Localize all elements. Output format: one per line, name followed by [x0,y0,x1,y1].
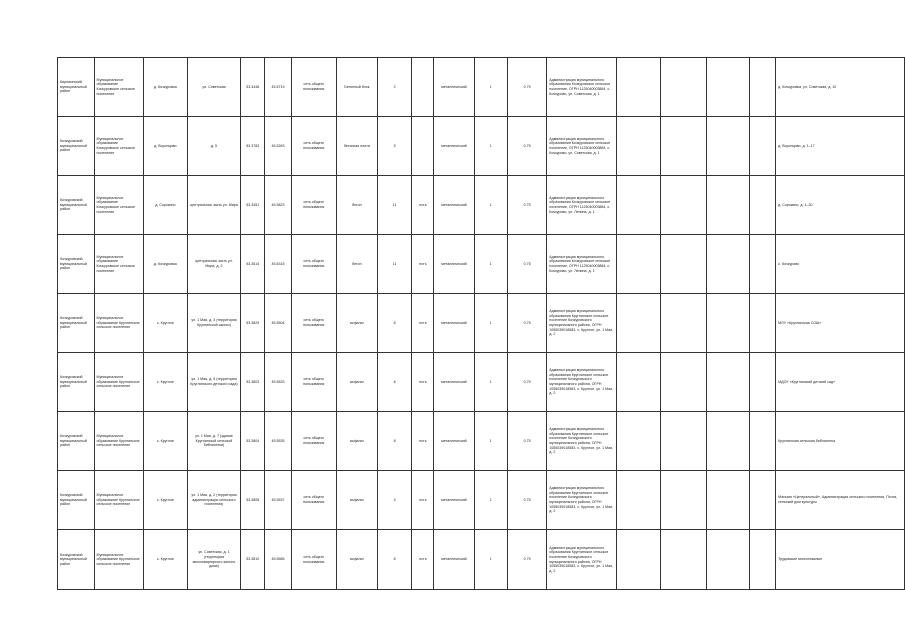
table-cell: Муниципальное образование Кочкуровское сельское поселение [94,58,143,117]
table-cell: 53.3448 [241,58,265,117]
table-cell [616,530,660,590]
table-cell: 53.3829 [241,294,265,353]
table-cell [616,117,660,176]
table-cell: с. Круглое [143,294,187,353]
table-cell: Кочкуровский муниципальный район [58,294,95,353]
table-cell: 45.6315 [265,235,291,294]
table-cell: ул. 1 Мая, д. 2 (территория администрации сельского поселения) [187,471,240,530]
table-cell [706,117,749,176]
table-cell: Кочкуровский муниципальный район [58,412,95,471]
table-cell: металлический [434,58,474,117]
table-cell: 1 [474,117,507,176]
table-cell [660,471,706,530]
table-cell: центральная часть ул. Мира, д. 2 [187,235,240,294]
table-cell: металлический [434,235,474,294]
table-cell: 53.3804 [241,412,265,471]
table-cell: 1 [474,412,507,471]
table-cell: с. Круглое [143,412,187,471]
table-cell [706,235,749,294]
table-cell: металлический [434,530,474,590]
table-cell: металлический [434,117,474,176]
registry-table [57,57,905,590]
table-cell: 45.5535 [265,412,291,471]
table-cell: 8 [377,353,412,412]
table-cell: 45.5719 [265,58,291,117]
table-cell: есть [412,353,434,412]
table-row [58,58,905,117]
table-cell [750,235,776,294]
table-cell: Администрация муниципального образования Круглинское сельское поселение Кочкуровского муниципального района, ОГРН 1055039018583, с. Круглое, ул. 1 Мая, д. 2 [547,353,616,412]
table-cell: Магазин «Центральный», Администрация сельского поселения, Почта, сельский дом культуры [776,471,905,530]
table-cell [660,294,706,353]
table-cell: сеть общего пользования [291,117,336,176]
table-cell: есть [412,412,434,471]
table-cell: Бетонный блок [336,58,377,117]
table-cell: Администрация муниципального образования Круглинское сельское поселение Кочкуровского муниципального района, ОГРН 1055039018583, с. Круглое, ул. 1 Мая, д. 2 [547,530,616,590]
table-cell: Кочкуровский муниципальный район [58,176,95,235]
table-cell: ул. Советская [187,58,240,117]
table-cell [660,530,706,590]
table-cell: Кочкуровский муниципальный район [58,117,95,176]
table-cell: Администрация муниципального образования Круглинское сельское поселение Кочкуровского муниципального района, ОГРН 1055039018583, с. Круглое, ул. 1 Мая, д. 2 [547,471,616,530]
table-cell: 0.75 [507,117,546,176]
table-cell: МДОУ «Круглинский детский сад» [776,353,905,412]
table-cell: Муниципальное образование Кочкуровское сельское поселение [94,176,143,235]
table-cell: Кочкуровский муниципальный район [58,353,95,412]
table-cell: 45.5504 [265,294,291,353]
table-cell: Муниципальное образование Круглинское сельское поселение [94,294,143,353]
table-cell: с. Круглое [143,530,187,590]
table-row [58,117,905,176]
table-cell: 11 [377,235,412,294]
table-cell: д. Воронцово [143,117,187,176]
table-cell [616,176,660,235]
table-cell: металлический [434,471,474,530]
table-cell [750,471,776,530]
table-cell: 0.75 [507,176,546,235]
table-cell: 53.3808 [241,471,265,530]
table-cell: металлический [434,412,474,471]
table-cell: д. Кочкуровка [143,235,187,294]
table-cell: есть [412,176,434,235]
table-cell: асфальт [336,294,377,353]
table-cell: ул. 1 Мая, д. 5 (территория Круглинского детского сада) [187,353,240,412]
table-cell: Кирюхинский муниципальный район [58,58,95,117]
table-cell [706,530,749,590]
table-cell: Администрация муниципального образования Кочкуровское сельское поселение, ОГРН 1125040003884, с. Кочкурово, ул. Советская, д. 1 [547,117,616,176]
table-row [58,530,905,590]
table-cell: Трудовские многоэтажные [776,530,905,590]
table-cell [660,117,706,176]
table-cell [660,58,706,117]
table-cell: сеть общего пользования [291,176,336,235]
table-cell: бетон [336,176,377,235]
table-cell: 45.5263 [265,117,291,176]
table-cell: есть [412,471,434,530]
table-cell: 0.75 [507,471,546,530]
table-cell [750,294,776,353]
table-row [58,412,905,471]
table-cell: сеть общего пользования [291,294,336,353]
table-cell: 0.75 [507,353,546,412]
table-cell [706,294,749,353]
table-row [58,235,905,294]
table-cell: 53.3802 [241,353,265,412]
table-cell: сеть общего пользования [291,353,336,412]
table-cell: 8 [377,294,412,353]
table-cell: 0.75 [507,294,546,353]
table-cell: Круглинская сельская библиотека [776,412,905,471]
table-cell: ул. Советская, д. 1 (территория многоквартирного жилого дома) [187,530,240,590]
table-cell: 53.3451 [241,176,265,235]
table-cell: 4 [377,471,412,530]
table-cell [660,235,706,294]
table-cell [660,412,706,471]
table-cell: ул. 1 Мая, д. 3 (территория Круглинской школы) [187,294,240,353]
table-cell: 2 [377,58,412,117]
table-cell: Кочкуровский муниципальный район [58,235,95,294]
table-row [58,471,905,530]
table-cell: с. Круглое [143,353,187,412]
table-cell: Администрация муниципального образования Кочкуровское сельское поселение, ОГРН 1125040003884, с. Кочкурово, ул. Ленина, д. 1 [547,235,616,294]
table-cell: МОУ «Круглинская СОШ» [776,294,905,353]
table-cell: центральная часть ул. Мира [187,176,240,235]
table-cell [750,176,776,235]
table-cell [706,176,749,235]
table-cell [616,412,660,471]
table-cell: Муниципальное образование Круглинское сельское поселение [94,471,143,530]
table-cell: 53.3783 [241,117,265,176]
table-cell: Кочкуровский муниципальный район [58,530,95,590]
table-cell: Кочкуровский муниципальный район [58,471,95,530]
table-cell: есть [412,294,434,353]
table-cell: Администрация муниципального образования Круглинское сельское поселение Кочкуровского муниципального района, ОГРН 1055039018583, с. Круглое, ул. 1 Мая, д. 2 [547,294,616,353]
table-cell [412,58,434,117]
table-cell: 53.3810 [241,530,265,590]
table-cell: сеть общего пользования [291,412,336,471]
table-cell: 8 [377,412,412,471]
table-cell: сеть общего пользования [291,235,336,294]
table-cell: Администрация муниципального образования Круглинское сельское поселение Кочкуровского муниципального района, ОГРН 1055039018583, с. Круглое, ул. 1 Мая, д. 2 [547,412,616,471]
table-cell [750,58,776,117]
table-cell: д. Кочкуровка [143,58,187,117]
table-cell: сеть общего пользования [291,58,336,117]
table-cell: асфальт [336,353,377,412]
table-cell [412,117,434,176]
table-cell: металлический [434,353,474,412]
table-cell: 0.75 [507,412,546,471]
table-cell: 0.75 [507,58,546,117]
table-cell: есть [412,530,434,590]
table-cell [750,353,776,412]
table-cell: Муниципальное образование Круглинское сельское поселение [94,353,143,412]
table-cell [616,471,660,530]
table-cell [750,530,776,590]
table-row [58,353,905,412]
table-cell: д. Сорокино [143,176,187,235]
table-cell: 5 [377,117,412,176]
table-cell: 53.3614 [241,235,265,294]
table-cell [660,353,706,412]
table-cell [750,117,776,176]
table-cell: д. Воронцово, д. 1–17 [776,117,905,176]
table-cell: Администрация муниципального образования Кочкуровское сельское поселение, ОГРН 1125040003884, с. Кочкурово, ул. Советская, д. 1 [547,58,616,117]
table-cell: 45.5537 [265,471,291,530]
table-cell: 1 [474,294,507,353]
table-cell [706,412,749,471]
table-cell: д. Кочкуровка, ул. Советская, д. 10 [776,58,905,117]
table-cell: бетон [336,235,377,294]
table-cell [616,294,660,353]
table-row [58,176,905,235]
table-cell [616,353,660,412]
table-cell: 0.75 [507,235,546,294]
table-cell: 45.5823 [265,176,291,235]
table-cell [750,412,776,471]
table-cell: металлический [434,294,474,353]
table-cell [706,58,749,117]
table-cell: 8 [377,530,412,590]
table-cell: есть [412,235,434,294]
table-cell [616,58,660,117]
table-cell: Муниципальное образование Круглинское сельское поселение [94,412,143,471]
table-cell: ул. 1 Мая, д. 7 (здание Круглинской сельской библиотеки) [187,412,240,471]
table-cell [706,471,749,530]
table-cell: асфальт [336,471,377,530]
table-cell: Муниципальное образование Кочкуровское сельское поселение [94,235,143,294]
table-cell: 0.75 [507,530,546,590]
table-cell: с. Кочкурово [776,235,905,294]
table-cell [660,176,706,235]
table-cell: 1 [474,353,507,412]
table-cell: 1 [474,530,507,590]
table-cell: Администрация муниципального образования Кочкуровское сельское поселение, ОГРН 1125040003884, с. Кочкурово, ул. Ленина, д. 1 [547,176,616,235]
table-cell: сеть общего пользования [291,530,336,590]
table-cell: 45.5585 [265,530,291,590]
table-body [58,58,905,590]
table-cell: д. Сорокино, д. 1–30 [776,176,905,235]
table-cell: 1 [474,471,507,530]
table-cell: 1 [474,58,507,117]
table-cell: 1 [474,235,507,294]
table-row [58,294,905,353]
table-cell: Муниципальное образование Кочкуровское сельское поселение [94,117,143,176]
table-cell [706,353,749,412]
table-cell: асфальт [336,412,377,471]
table-cell [616,235,660,294]
table-cell: асфальт [336,530,377,590]
table-cell: Муниципальное образование Круглинское сельское поселение [94,530,143,590]
table-cell: металлический [434,176,474,235]
table-cell: бетонная плита [336,117,377,176]
table-cell: 11 [377,176,412,235]
table-cell: 1 [474,176,507,235]
table-cell: с. Круглое [143,471,187,530]
table-cell: 45.5533 [265,353,291,412]
table-cell: д. 5 [187,117,240,176]
table-cell: сеть общего пользования [291,471,336,530]
